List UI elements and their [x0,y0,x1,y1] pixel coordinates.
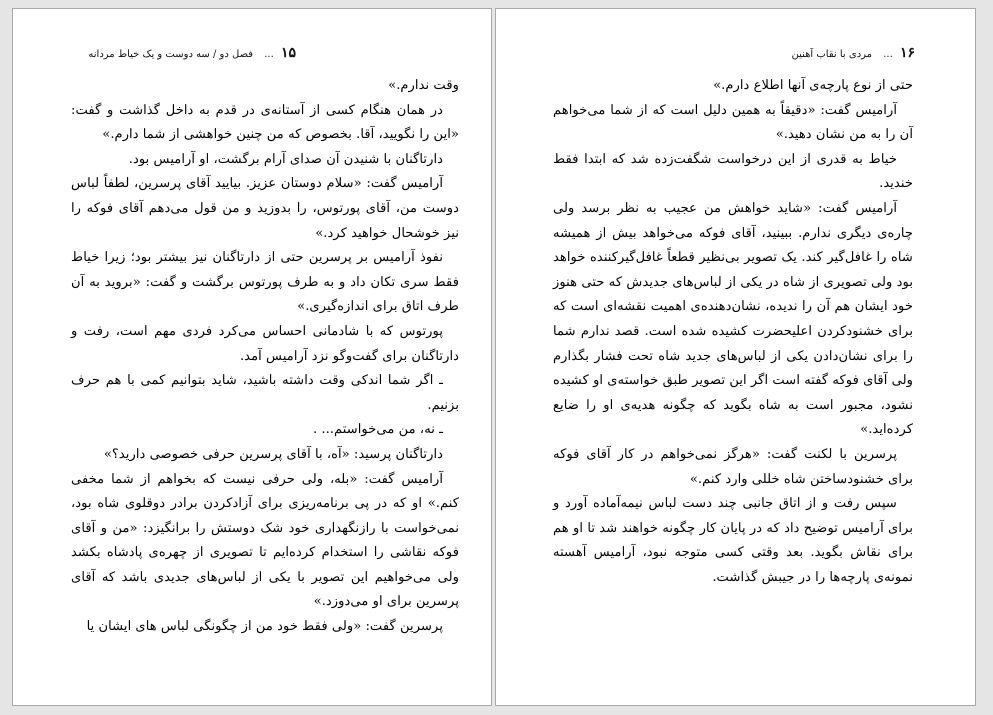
paragraph: آرامیس گفت: «دقیقاً به همین دلیل است که از شما می‌خواهم آن را به من نشان دهید.» [553,102,913,143]
left-page [12,8,492,706]
paragraph: سپس رفت و از اتاق جانبی چند دست لباس نیمه‌آماده آورد و برای آرامیس توضیح داد که در پایان کار چگونه خواهند شد تا او هم برای نقاش بگوید. بعد وقتی کسی متوجه نبود، آرامیس آهسته نمونه‌ی پارچه‌ها را در جیبش گذاشت. [553,496,913,585]
book-title: مردی با نقاب آهنین [791,49,873,60]
page-body-right [553,74,913,590]
paragraph: آرامیس گفت: «شاید خواهش من عجیب به نظر برسد ولی چاره‌ی دیگری ندارم. ببینید، آقای فوکه می‌خواهد بیش از همیشه شاه را غافل‌گیر کند. یک تصویر بی‌نظیر قطعاً غافل‌گیرکننده خواهد بود ولی تصویری از شاه در یکی از لباس‌های جدیدش که حتی هنوز خود ایشان هم آن را ندیده، نشان‌دهنده‌ی اهمیت نقشه‌ای است که برای خشنودکردن اعلیحضرت کشیده شده است. قصد ندارم شما را برای نشان‌دادن یکی از لباس‌های جدید شاه تحت فشار بگذارم ولی آقای فوکه گفته است اگر این تصویر طبق خواسته‌ی او کشیده نشود، مجبور است به شاه بگوید که چگونه هدیه‌ی او را ضایع کرده‌اید.» [553,200,913,438]
paragraph: پرسرین با لکنت گفت: «هرگز نمی‌خواهم در کار آقای فوکه برای خشنودساختن شاه خللی وارد کنم.» [553,446,913,487]
paragraph: نفوذ آرامیس بر پرسرین حتی از دارتاگنان نیز بیشتر بود؛ زیرا خیاط فقط سری تکان داد و به طرف پورتوس برگشت و گفت: «بروید به آن طرف اتاق برای اندازه‌گیری.» [71,250,459,315]
page-number: ۱۶ [899,45,915,61]
chapter-title: فصل دو / سه دوست و یک خیاط مردانه [88,49,254,60]
paragraph: دارتاگنان با شنیدن آن صدای آرام برگشت، او آرامیس بود. [128,151,443,167]
paragraph: آرامیس گفت: «سلام دوستان عزیز. بیایید آقای پرسرین، لطفاً لباس دوست من، آقای پورتوس، را بدوزید و من قول می‌دهم آقای فوکه را نیز خوشحال خواهید کرد.» [71,176,459,241]
running-head-right [792,45,916,61]
paragraph: خیاط به قدری از این درخواست شگفت‌زده شد که ابتدا فقط خندید. [553,151,913,192]
paragraph: حتی از نوع پارچه‌ی آنها اطلاع دارم.» [713,78,913,93]
paragraph: ـ اگر شما اندکی وقت داشته باشید، شاید بتوانیم کمی با هم حرف بزنیم. [71,373,459,413]
page-body-left [71,74,459,640]
paragraph: در همان هنگام کسی از آستانه‌ی در قدم به داخل گذاشت و گفت: «این را نگویید، آقا. بخصوص که من چنین خواهشی از شما دارم.» [71,102,459,143]
header-dots: ... [883,49,893,60]
paragraph: آرامیس گفت: «بله، ولی حرفی نیست که بخواهم از شما مخفی کنم.» او که در پی برنامه‌ریزی برای آزادکردن برادر دوقلوی شاه بود، نمی‌خواست با رازنگهداری خود شک دوستش را برانگیزد: «من و آقای فوکه نقاشی را استخدام کرده‌ایم تا تصویری از چهره‌ی پادشاه بکشد ولی می‌خواهیم این تصویر با یکی از لباس‌های جدیدی باشد که آقای پرسرین برای او می‌دوزد.» [71,471,459,610]
paragraph: پرسرین گفت: «ولی فقط خود من از چگونگی لباس های ایشان یا [86,619,443,635]
running-head-left [88,45,296,61]
paragraph: ـ نه، من می‌خواستم... . [313,422,443,438]
paragraph: وقت ندارم.» [388,78,459,93]
right-page [495,8,976,706]
paragraph: پورتوس که با شادمانی احساس می‌کرد فردی مهم است، رفت و دارتاگنان برای گفت‌وگو نزد آرامیس آمد. [71,323,459,364]
header-dots: ... [264,49,274,60]
paragraph: دارتاگنان پرسید: «آه، با آقای پرسرین حرفی خصوصی دارید؟» [103,446,443,462]
page-number: ۱۵ [280,45,296,61]
